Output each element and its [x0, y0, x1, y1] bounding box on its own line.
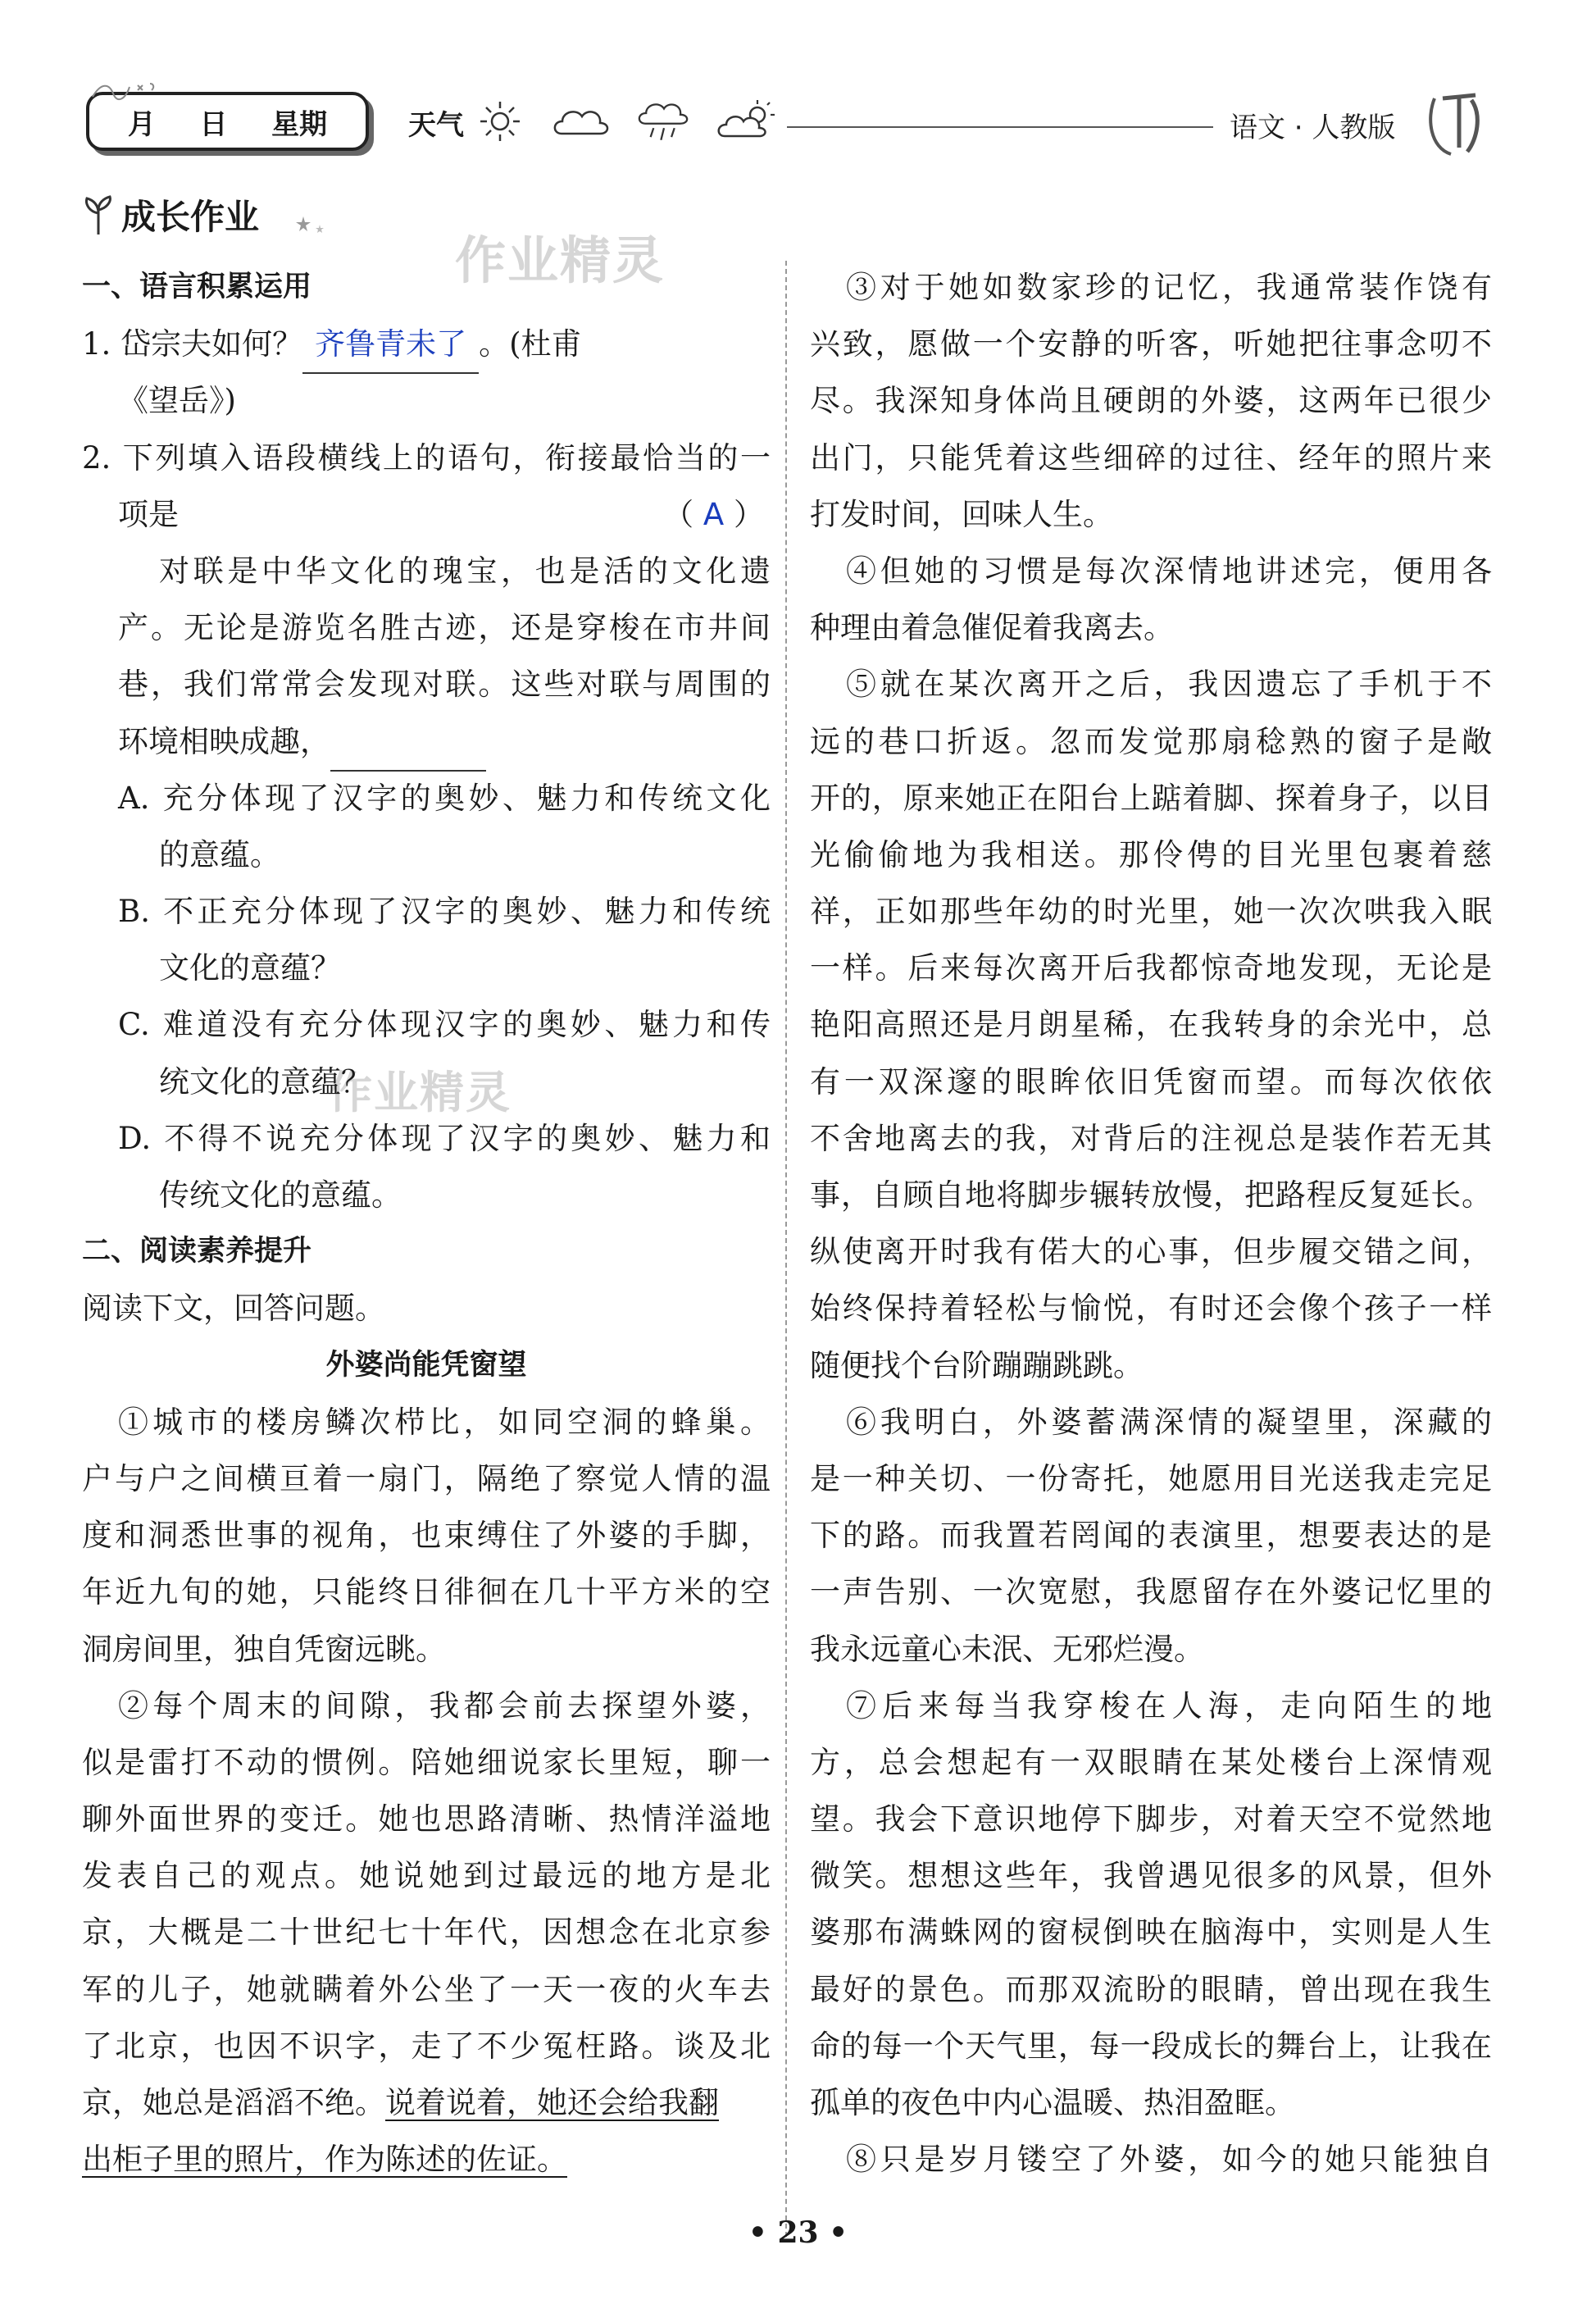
passage-line: [82, 2131, 771, 2188]
page-number: • 23 •: [748, 2215, 848, 2250]
text-line: 发表自己的观点。她说她到过最远的地方是北: [82, 1858, 771, 1894]
text-line: 年近九旬的她，只能终日徘徊在几十平方米的空: [82, 1574, 771, 1610]
text-line: ①城市的楼房鳞次栉比，如同空洞的蜂巢。: [118, 1404, 771, 1440]
text-line: 有一双深邃的眼眸依旧凭窗而望。而每次依依: [810, 1063, 1492, 1100]
text-line: 兴致，愿做一个安静的听客，听她把往事念叨不: [810, 326, 1492, 362]
text-line: 度和洞悉世事的视角，也束缚住了外婆的手脚，: [82, 1518, 771, 1554]
text-line: 聊外面世界的变迁。她也思路清晰、热情洋溢地: [82, 1801, 771, 1837]
publisher-logo-icon: [1418, 82, 1492, 164]
question-1-line: [82, 316, 771, 372]
text-line: 开的，原来她正在阳台上踮着脚、探着身子，以目: [810, 780, 1492, 816]
right-column: [810, 259, 1492, 2188]
text-line: 传统文化的意蕴。: [159, 1177, 402, 1213]
text-line: 2. 下列填入语段横线上的语句，衔接最恰当的一: [82, 439, 771, 476]
text-line: 了北京，也因不识字，走了不少冤枉路。谈及北: [82, 2028, 771, 2064]
text-line: ⑤就在某次离开之后，我因遗忘了手机于不: [846, 667, 1492, 703]
stars-icon: [295, 215, 328, 239]
text-line: 二、阅读素养提升: [82, 1235, 312, 1268]
text-line: ⑦后来每当我穿梭在人海，走向陌生的地: [846, 1687, 1492, 1723]
header-divider: [787, 126, 1213, 128]
cloud-icon: [549, 97, 615, 146]
text-line: 方，总会想起有一双眼睛在某处楼台上深情观: [810, 1744, 1492, 1780]
text-line: 出门，只能凭着这些细碎的过往、经年的照片来: [810, 439, 1492, 476]
weather-label: 天气: [408, 109, 464, 142]
passage-line: [82, 2074, 771, 2131]
text-line: 洞房间里，独自凭窗远眺。: [82, 1631, 446, 1667]
text-line: 统文化的意蕴？: [159, 1063, 371, 1100]
text-line: 始终保持着轻松与愉悦，有时还会像个孩子一样: [810, 1291, 1492, 1327]
text-line: 我永远童心未泯、无邪烂漫。: [810, 1631, 1204, 1667]
text-line: ③对于她如数家珍的记忆，我通常装作饶有: [846, 270, 1492, 305]
text-line: 孤单的夜色中内心温暖、热泪盈眶。: [810, 2085, 1295, 2120]
passage-text: 环境相映成趣，: [118, 723, 330, 759]
text-line: 望。我会下意识地停下脚步，对着天空不觉然地: [810, 1801, 1492, 1837]
text-line: 《望岳》): [118, 383, 236, 419]
text-line: 一样。后来每次离开后我都惊奇地发现，无论是: [810, 950, 1492, 986]
handwritten-answer: A: [703, 496, 725, 532]
text-line: 一声告别、一次宽慰，我愿留存在外婆记忆里的: [810, 1574, 1492, 1610]
text-line: 种理由着急催促着我离去。: [810, 610, 1174, 646]
text-line: 京，大概是二十世纪七十年代，因想念在北京参: [82, 1915, 771, 1951]
text-line: ⑧只是岁月镂空了外婆，如今的她只能独自: [846, 2142, 1492, 2178]
text-line: 随便找个台阶蹦蹦跳跳。: [810, 1347, 1144, 1383]
text-line: 命的每一个天气里，每一段成长的舞台上，让我在: [810, 2028, 1492, 2064]
text-line: 打发时间，回味人生。: [810, 496, 1113, 532]
text-line: 远的巷口折返。忽而发觉那扇稔熟的窗子是敞: [810, 723, 1492, 759]
text-line: 纵使离开时我有偌大的心事，但步履交错之间，: [810, 1234, 1492, 1270]
question-text: 1. 岱宗夫如何？: [82, 326, 303, 362]
text-line: 最好的景色。而那双流盼的眼睛，曾出现在我生: [810, 1971, 1492, 2007]
text-line: A. 充分体现了汉字的奥妙、魅力和传统文化: [118, 780, 771, 816]
question-text: 项是: [118, 496, 179, 532]
text-line: 似是雷打不动的惯例。陪她细说家长里短，聊一: [82, 1744, 771, 1780]
underlined-sentence: 出柜子里的照片，作为陈述的佐证。: [82, 2142, 567, 2178]
answer-bracket: （ A ）: [663, 496, 764, 532]
text-line: 事，自顾自地将脚步辗转放慢，把路程反复延长。: [810, 1177, 1492, 1213]
question-2-line: [82, 486, 771, 543]
section-title: 成长作业: [121, 197, 260, 237]
subject-label: 语文 · 人教版: [1230, 112, 1396, 144]
text-line: 微笑。想想这些年，我曾遇见很多的风景，但外: [810, 1858, 1492, 1894]
text-line: 对联是中华文化的瑰宝，也是活的文化遗: [159, 553, 771, 589]
text-line: 婆那布满蛛网的窗棂倒映在脑海中，实则是人生: [810, 1915, 1492, 1951]
text-line: ④但她的习惯是每次深情地讲述完，便用各: [846, 553, 1492, 589]
text-line: 外婆尚能凭窗望: [325, 1348, 527, 1382]
text-line: 光偷偷地为我相送。那伶俜的目光里包裹着慈: [810, 836, 1492, 872]
text-line: ②每个周末的间隙，我都会前去探望外婆，: [118, 1687, 771, 1723]
weekday-label: 星期: [271, 107, 328, 141]
text-line: 产。无论是游览名胜古迹，还是穿梭在市井间: [118, 610, 771, 646]
text-line: 是一种关切、一份寄托，她愿用目光送我走完足: [810, 1460, 1492, 1496]
watermark: 作业精灵: [455, 230, 666, 290]
text-line: D. 不得不说充分体现了汉字的奥妙、魅力和: [118, 1120, 771, 1156]
answer-blank: [302, 316, 479, 374]
sun-cloud-icon: [715, 97, 780, 146]
question-source: 。(杜甫: [479, 326, 582, 362]
text-line: 阅读下文，回答问题。: [82, 1291, 385, 1327]
text-line: 文化的意蕴？: [159, 950, 341, 986]
text-line: 尽。我深知身体尚且硬朗的外婆，这两年已很少: [810, 383, 1492, 419]
passage-text: 京，她总是滔滔不绝。: [82, 2085, 385, 2120]
text-line: 不舍地离去的我，对背后的注视总是装作若无其: [810, 1120, 1492, 1156]
text-line: 户与户之间横亘着一扇门，隔绝了察觉人情的温: [82, 1460, 771, 1496]
handwritten-answer: 齐鲁青未了: [315, 326, 467, 362]
passage-line: [82, 713, 771, 770]
day-label: 日: [199, 107, 228, 141]
month-label: 月: [127, 107, 156, 141]
rain-cloud-icon: [631, 97, 697, 146]
text-line: C. 难道没有充分体现汉字的奥妙、魅力和传: [118, 1007, 771, 1043]
text-line: 军的儿子，她就瞒着外公坐了一天一夜的火车去: [82, 1971, 771, 2007]
text-line: 一、语言积累运用: [82, 271, 312, 303]
text-line: ⑥我明白，外婆蓄满深情的凝望里，深藏的: [846, 1404, 1492, 1440]
column-divider: [785, 261, 787, 2237]
fill-blank: [330, 713, 486, 772]
watermark: 作业精灵: [328, 1067, 512, 1118]
text-line: 下的路。而我置若罔闻的表演里，想要表达的是: [810, 1518, 1492, 1554]
text-line: B. 不正充分体现了汉字的奥妙、魅力和传统: [118, 894, 771, 930]
text-line: 祥，正如那些年幼的时光里，她一次次哄我入眠: [810, 894, 1492, 930]
text-line: 巷，我们常常会发现对联。这些对联与周围的: [118, 667, 771, 703]
underlined-sentence: 说着说着，她还会给我翻: [385, 2085, 719, 2120]
left-column: [82, 259, 771, 2188]
sun-icon: [475, 97, 525, 146]
doodle-icon: [89, 79, 162, 103]
text-line: 艳阳高照还是月朗星稀，在我转身的余光中，总: [810, 1007, 1492, 1043]
sprout-icon: [82, 195, 115, 236]
text-line: 的意蕴。: [159, 836, 280, 872]
